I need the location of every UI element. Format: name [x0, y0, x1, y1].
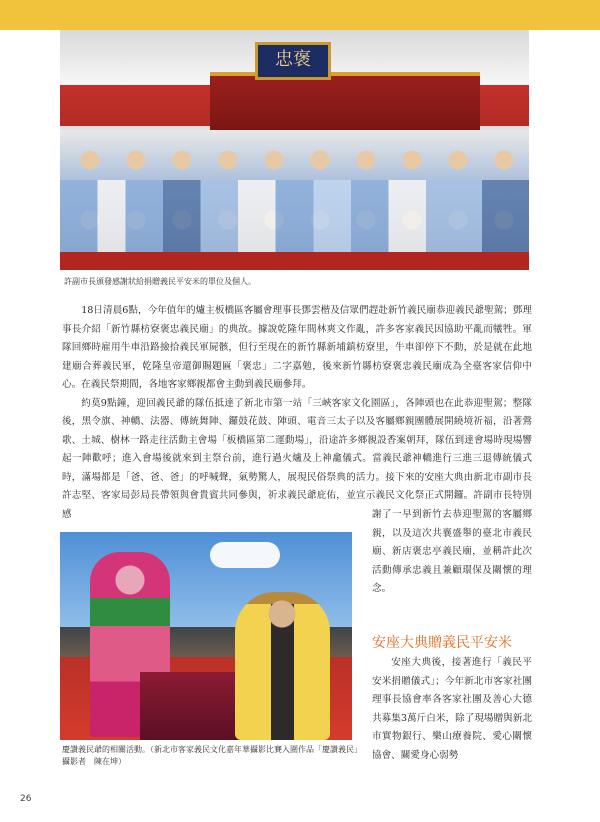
paragraph-3: 安座大典後，接著進行「義民平安米捐贈儀式」；今年新北市客家社團理事長協會率各客家社團及善心大德共募集3萬斤白米，除了現場贈與新北市實物銀行、樂山療養院、愛心關懷協會、關愛身心弱勢 — [372, 657, 532, 761]
photo1-caption: 許副市長頒發感謝狀給捐贈義民平安米的單位及個人。 — [64, 277, 256, 286]
page-number: 26 — [20, 794, 32, 804]
festival-photo — [60, 532, 352, 740]
paragraph-2: 約莫9點鐘，迎回義民爺的隊伍抵達了新北市第一站「三峽客家文化園區」，各陣頭也在此恭迎聖駕；整隊後，黑令旗、神轎、法器、傳統舞陣、鑼鼓花鼓、陣頭、電音三太子以及客屬鄉親團體展開繞境祈福，沿著鶯歌、土城、樹林一路走往活動主會場「板橋區第二運動場」，沿途許多鄉親設香案朝拜，隊伍到達會場時現場響起一陣歡呼；進入會場後就來到主祭台前，進行過火爐及上神龕儀式。當義民爺神轎進行三進三退傳統儀式時，滿場都是「爸、爸、爸」的呼喊聲，氣勢驚人，展現民俗祭典的活力。接下來的安座大典由新北市副市長許志堅、客家局彭局長帶領與會貴賓共同參與，祈求義民爺庇佑，並宣示義民文化祭正式開鑼。許副市長特別感 — [62, 397, 532, 520]
ceremony-group-photo — [60, 30, 529, 270]
article-body-right-2 — [372, 654, 532, 765]
paragraph-2-continued: 謝了一早到新竹去恭迎聖駕的客屬鄉親，以及這次共襄盛舉的臺北市義民廟、新店褒忠亭義民廟，並稱許此次活動傳承忠義且兼顧環保及關懷的理念。 — [372, 509, 532, 594]
temple-plaque: 忠褒 — [255, 42, 331, 80]
offering-table — [140, 672, 240, 740]
cloud — [210, 542, 280, 568]
photo2-caption: 慶讚義民爺的相關活動。（新北市客家義民文化嘉年華攝影比賽入圍作品「慶讚義民」攝影者 陳在坤） — [62, 745, 362, 766]
article-body-right — [372, 506, 532, 599]
red-carpet — [60, 252, 529, 270]
article-body-top — [62, 302, 532, 524]
priest-figure — [235, 592, 330, 740]
paragraph-1: 18日清晨6點，今年值年的爐主板橋區客屬會理事長鄧雲楷及信眾們趕赴新竹義民廟恭迎義民爺聖駕；鄧理事長介紹「新竹縣枋寮褒忠義民廟」的典故。據說乾隆年間林爽文作亂，許多客家義民因協助平亂而犧牲。軍隊回鄉時雇用牛車沿路撿拾義民軍屍骸，但行至現在的新竹縣新埔鎮枋寮里，牛車卻停下不動，於是就在此地建廟合葬義民軍，乾隆皇帝還御賜題匾「褒忠」二字嘉勉，後來新竹縣枋寮褒忠義民廟成為全臺客家信仰中心。在義民祭期間，各地客家鄉親都會主動到義民廟參拜。 — [62, 305, 532, 390]
section-heading: 安座大典贈義民平安米 — [372, 635, 512, 651]
header-band — [0, 0, 600, 30]
